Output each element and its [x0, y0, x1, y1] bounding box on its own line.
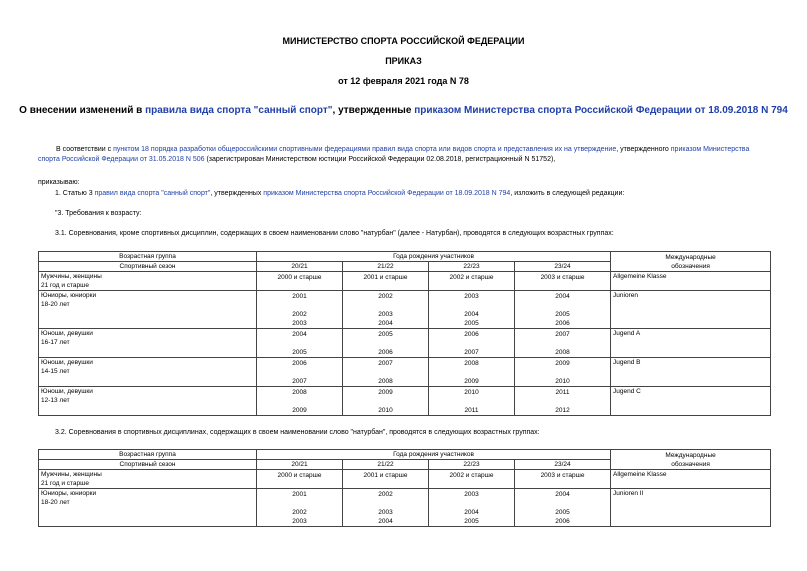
birth-year: 2010 — [464, 389, 479, 396]
table-row — [39, 470, 771, 489]
birth-year: 2002 — [378, 293, 393, 300]
birth-year: 2002 и старше — [449, 274, 494, 281]
season-col: 21/22 — [343, 460, 429, 470]
birth-year: 2002 и старше — [449, 472, 494, 479]
age-groups-table-2 — [38, 449, 771, 527]
intro-link-order-506[interactable]: приказом Министерства спорта Российской Федерации от 31.05.2018 N 506 — [38, 146, 750, 163]
item1-link-rules[interactable]: правил вида спорта "санный спорт" — [94, 190, 211, 197]
birth-year: 2001 и старше — [363, 274, 408, 281]
birth-year: 2003 — [464, 491, 479, 498]
birth-year-cell — [515, 291, 611, 329]
header-international — [611, 450, 771, 470]
item-1-paragraph — [55, 189, 770, 199]
birth-year: 2004 — [464, 509, 479, 516]
season-col: 20/21 — [257, 262, 343, 272]
intro-paragraph — [38, 145, 770, 165]
age-group-name: Юниоры, юниорки — [41, 292, 97, 299]
birth-year: 2008 — [555, 349, 570, 356]
header-intl-line2: обозначения — [671, 460, 710, 468]
document-date-number: от 12 февраля 2021 года N 78 — [338, 76, 469, 86]
birth-year: 2003 — [378, 311, 393, 318]
birth-year: 2001 — [292, 293, 307, 300]
birth-year: 2006 — [555, 518, 570, 525]
age-group-name: Мужчины, женщины — [41, 273, 102, 280]
birth-year: 2005 — [555, 311, 570, 318]
table-body — [39, 272, 771, 416]
birth-year: 2008 — [378, 378, 393, 385]
birth-year: 2007 — [292, 378, 307, 385]
item1-link-order-794[interactable]: приказом Министерства спорта Российской Федерации от 18.09.2018 N 794 — [263, 190, 511, 197]
birth-year-cell — [515, 329, 611, 358]
paragraph-3-1: 3.1. Соревнования, кроме спортивных дисциплин, содержащих в своем наименовании слово "натурбан" (далее - Натурбан), проводятся в следующих возрастных группах: — [55, 230, 614, 237]
age-group-range: 21 год и старше — [41, 282, 89, 289]
age-group-cell — [39, 329, 257, 358]
international-designation-cell: Jugend B — [611, 358, 771, 387]
ministry-heading: МИНИСТЕРСТВО СПОРТА РОССИЙСКОЙ ФЕДЕРАЦИИ — [282, 36, 525, 46]
document-type: ПРИКАЗ — [385, 56, 422, 66]
birth-year: 2010 — [555, 378, 570, 385]
table-row — [39, 272, 771, 291]
title-link-rules[interactable]: правила вида спорта "санный спорт" — [145, 105, 333, 116]
birth-year-cell — [429, 470, 515, 489]
birth-year: 2004 — [378, 518, 393, 525]
birth-year: 2002 — [378, 491, 393, 498]
birth-year-cell — [257, 358, 343, 387]
item1-text-1: 1. Статью 3 — [55, 190, 95, 197]
international-designation-cell: Allgemeine Klasse — [611, 470, 771, 489]
birth-year: 2003 — [464, 293, 479, 300]
birth-year: 2003 — [292, 518, 307, 525]
birth-year: 2009 — [292, 407, 307, 414]
age-group-name: Юноши, девушки — [41, 359, 93, 366]
birth-year: 2006 — [555, 320, 570, 327]
season-col: 23/24 — [515, 262, 611, 272]
age-group-range: 14-15 лет — [41, 368, 70, 375]
age-group-range: 21 год и старше — [41, 480, 89, 487]
birth-year: 2003 — [292, 320, 307, 327]
birth-year-cell — [343, 489, 429, 527]
header-season: Спортивный сезон — [39, 460, 257, 470]
birth-year: 2004 — [555, 293, 570, 300]
birth-year: 2004 — [464, 311, 479, 318]
paragraph-3-2: 3.2. Соревнования в спортивных дисциплинах, содержащих в своем наименовании слово "натурбан", проводятся в следующих возрастных группах: — [55, 429, 540, 436]
age-group-range: 18-20 лет — [41, 301, 70, 308]
birth-year-cell — [257, 291, 343, 329]
birth-year: 2005 — [464, 320, 479, 327]
birth-year-cell — [429, 358, 515, 387]
header-birth-years: Года рождения участников — [257, 252, 611, 262]
item1-text-3: , изложить в следующей редакции: — [510, 190, 625, 197]
birth-year: 2004 — [378, 320, 393, 327]
header-birth-years: Года рождения участников — [257, 450, 611, 460]
table-row — [39, 329, 771, 358]
international-designation-cell: Jugend A — [611, 329, 771, 358]
birth-year: 2001 — [292, 491, 307, 498]
article-3-title: "3. Требования к возрасту: — [55, 210, 142, 217]
birth-year: 2008 — [464, 360, 479, 367]
birth-year-cell — [429, 291, 515, 329]
birth-year-cell — [515, 470, 611, 489]
age-group-cell — [39, 358, 257, 387]
season-col: 20/21 — [257, 460, 343, 470]
international-designation-cell: Junioren — [611, 291, 771, 329]
season-col: 21/22 — [343, 262, 429, 272]
birth-year: 2010 — [378, 407, 393, 414]
birth-year: 2006 — [378, 349, 393, 356]
intro-text-1: В соответствии с — [56, 146, 114, 153]
birth-year-cell — [515, 358, 611, 387]
birth-year-cell — [515, 489, 611, 527]
age-group-cell — [39, 291, 257, 329]
birth-year-cell — [257, 387, 343, 416]
birth-year: 2005 — [378, 331, 393, 338]
table-row — [39, 387, 771, 416]
table-row — [39, 291, 771, 329]
birth-year: 2009 — [378, 389, 393, 396]
title-link-order[interactable]: приказом Министерства спорта Российской Федерации от 18.09.2018 N 794 — [414, 105, 788, 116]
birth-year-cell — [257, 470, 343, 489]
international-designation-cell: Jugend C — [611, 387, 771, 416]
birth-year: 2006 — [292, 360, 307, 367]
order-word: приказываю: — [38, 179, 80, 186]
birth-year: 2000 и старше — [277, 472, 322, 479]
birth-year: 2011 — [555, 389, 570, 396]
birth-year-cell — [429, 489, 515, 527]
birth-year-cell — [515, 387, 611, 416]
intro-link-procedure[interactable]: пунктом 18 порядка разработки общероссийскими спортивными федерациями правил вида спорта или видов спорта и представления их на утверждение — [113, 146, 617, 153]
intro-text-2: , утвержденного — [616, 146, 671, 153]
age-group-cell — [39, 470, 257, 489]
header-season: Спортивный сезон — [39, 262, 257, 272]
header-intl-line2: обозначения — [671, 262, 710, 270]
birth-year: 2009 — [464, 378, 479, 385]
birth-year: 2001 и старше — [363, 472, 408, 479]
birth-year: 2007 — [464, 349, 479, 356]
birth-year: 2002 — [292, 509, 307, 516]
birth-year: 2005 — [292, 349, 307, 356]
birth-year-cell — [343, 358, 429, 387]
intro-text-3: (зарегистрирован Министерством юстиции Российской Федерации 02.08.2018, регистрационный N 51752), — [204, 156, 556, 163]
birth-year-cell — [343, 387, 429, 416]
birth-year: 2003 и старше — [540, 472, 585, 479]
season-col: 23/24 — [515, 460, 611, 470]
birth-year-cell — [343, 470, 429, 489]
birth-year: 2005 — [555, 509, 570, 516]
age-group-name: Юноши, девушки — [41, 388, 93, 395]
international-designation-cell: Allgemeine Klasse — [611, 272, 771, 291]
age-group-name: Юноши, девушки — [41, 330, 93, 337]
table-body — [39, 470, 771, 527]
table-header-row — [39, 252, 771, 262]
birth-year: 2006 — [464, 331, 479, 338]
birth-year-cell — [429, 329, 515, 358]
age-group-cell — [39, 272, 257, 291]
title-text-mid: , утвержденные — [332, 105, 415, 116]
birth-year: 2004 — [555, 491, 570, 498]
birth-year: 2011 — [464, 407, 479, 414]
age-group-cell — [39, 387, 257, 416]
birth-year: 2003 — [378, 509, 393, 516]
birth-year: 2003 и старше — [540, 274, 585, 281]
birth-year: 2004 — [292, 331, 307, 338]
season-col: 22/23 — [429, 262, 515, 272]
birth-year-cell — [429, 272, 515, 291]
season-col: 22/23 — [429, 460, 515, 470]
birth-year: 2000 и старше — [277, 274, 322, 281]
table-row — [39, 489, 771, 527]
age-group-name: Мужчины, женщины — [41, 471, 102, 478]
birth-year: 2002 — [292, 311, 307, 318]
birth-year: 2005 — [464, 518, 479, 525]
age-group-cell — [39, 489, 257, 527]
birth-year: 2009 — [555, 360, 570, 367]
item1-text-2: , утвержденных — [210, 190, 264, 197]
birth-year: 2007 — [378, 360, 393, 367]
age-group-range: 16-17 лет — [41, 339, 70, 346]
age-group-range: 18-20 лет — [41, 499, 70, 506]
title-text-pre: О внесении изменений в — [19, 105, 146, 116]
header-intl-line1: Международные — [665, 253, 716, 261]
table-row — [39, 358, 771, 387]
age-group-name: Юниоры, юниорки — [41, 490, 97, 497]
birth-year-cell — [343, 329, 429, 358]
header-age-group: Возрастная группа — [39, 450, 257, 460]
birth-year-cell — [429, 387, 515, 416]
birth-year-cell — [257, 329, 343, 358]
header-age-group: Возрастная группа — [39, 252, 257, 262]
birth-year: 2007 — [555, 331, 570, 338]
international-designation-cell: Junioren II — [611, 489, 771, 527]
document-title — [0, 105, 807, 116]
birth-year: 2012 — [555, 407, 570, 414]
header-international — [611, 252, 771, 272]
table-header-row — [39, 450, 771, 460]
birth-year: 2008 — [292, 389, 307, 396]
birth-year-cell — [343, 291, 429, 329]
age-group-range: 12-13 лет — [41, 397, 70, 404]
birth-year-cell — [343, 272, 429, 291]
birth-year-cell — [257, 272, 343, 291]
birth-year-cell — [515, 272, 611, 291]
age-groups-table-1 — [38, 251, 771, 416]
birth-year-cell — [257, 489, 343, 527]
header-intl-line1: Международные — [665, 451, 716, 459]
